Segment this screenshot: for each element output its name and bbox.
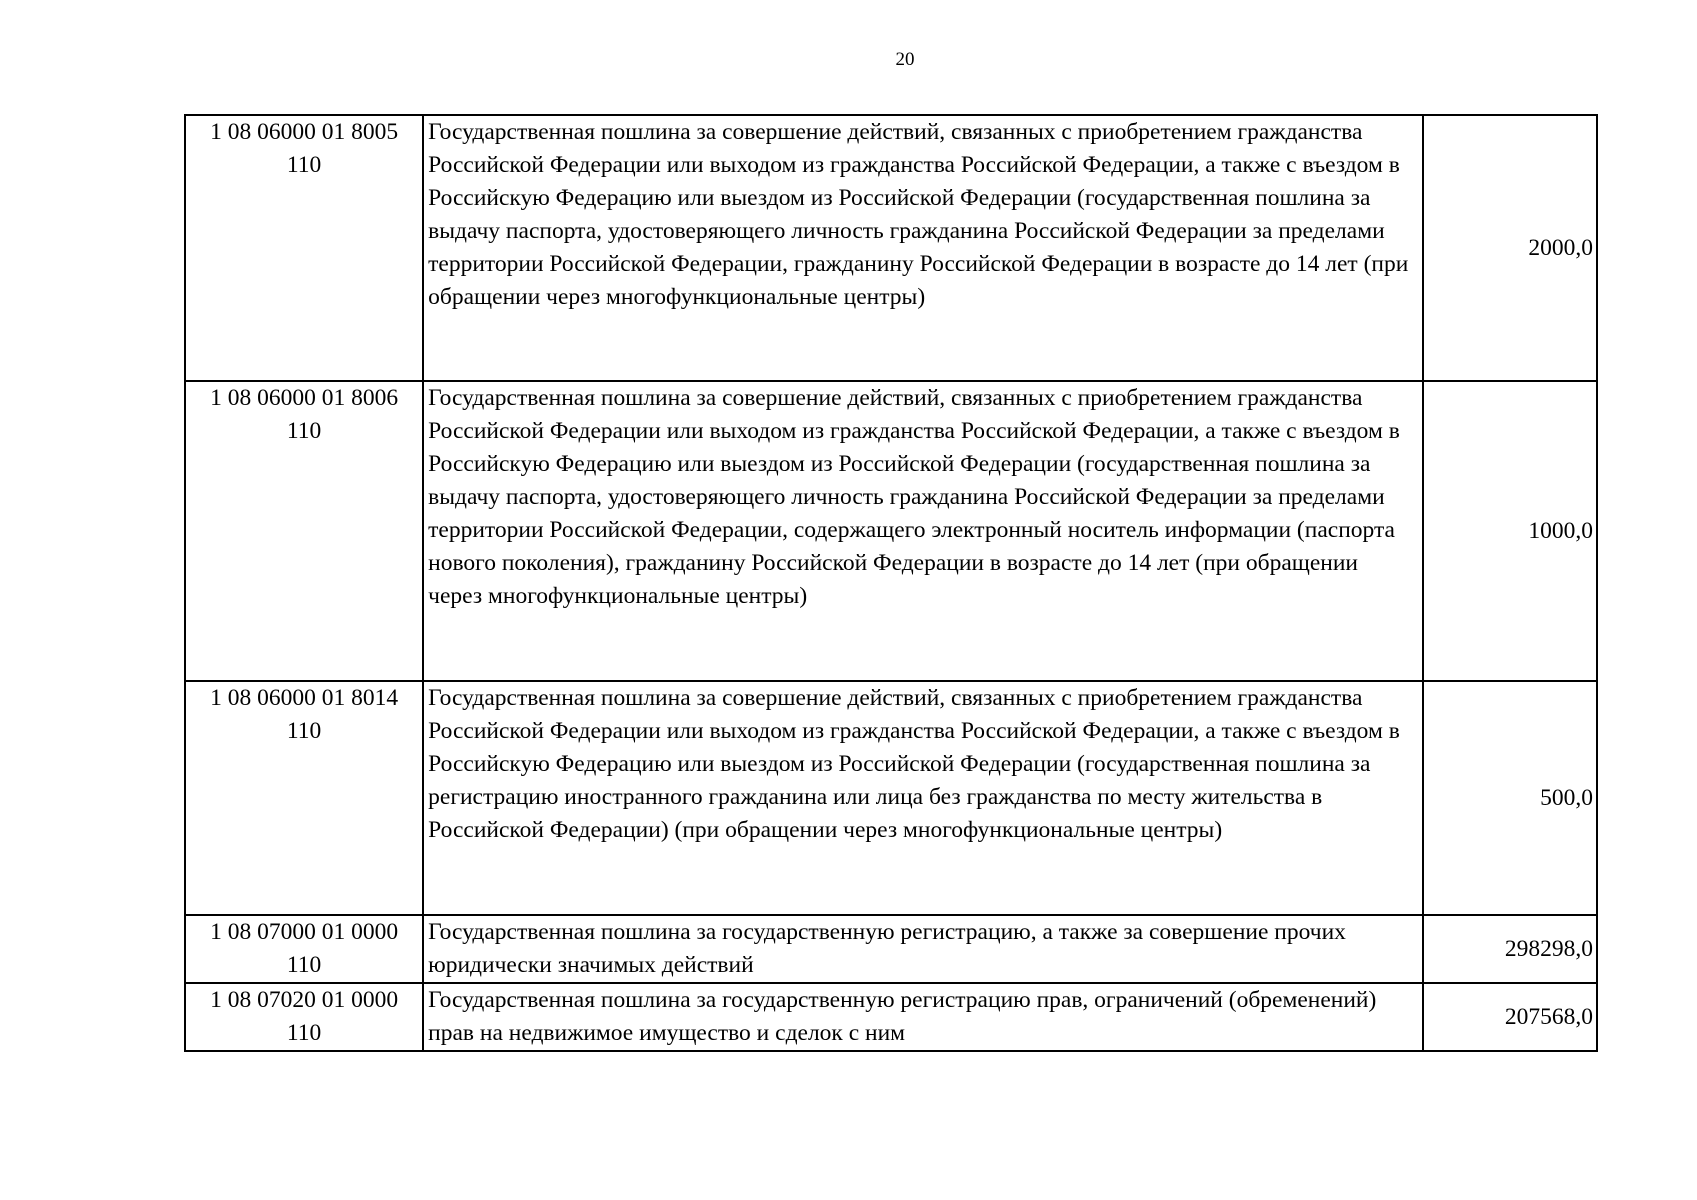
budget-code-cell: 1 08 06000 01 8006 110 (185, 381, 423, 681)
description-cell: Государственная пошлина за государственную регистрацию прав, ограничений (обременений) прав на недвижимое имущество и сделок с ним (423, 983, 1423, 1051)
table-row (185, 115, 1597, 381)
description-cell: Государственная пошлина за совершение действий, связанных с приобретением гражданства Российской Федерации или выходом из гражданства Российской Федерации, а также с въездом в Российскую Федерацию или выездом из Российской Федерации (государственная пошлина за выдачу паспорта, удостоверяющего личность гражданина Российской Федерации за пределами территории Российской Федерации, гражданину Российской Федерации в возрасте до 14 лет (при обращении через многофункциональные центры) (423, 115, 1423, 381)
budget-code-cell: 1 08 06000 01 8005 110 (185, 115, 423, 381)
budget-revenue-table (184, 114, 1598, 1052)
budget-code-cell: 1 08 06000 01 8014 110 (185, 681, 423, 915)
amount-cell: 207568,0 (1423, 983, 1597, 1051)
description-cell: Государственная пошлина за совершение действий, связанных с приобретением гражданства Российской Федерации или выходом из гражданства Российской Федерации, а также с въездом в Российскую Федерацию или выездом из Российской Федерации (государственная пошлина за выдачу паспорта, удостоверяющего личность гражданина Российской Федерации за пределами территории Российской Федерации, содержащего электронный носитель информации (паспорта нового поколения), гражданину Российской Федерации в возрасте до 14 лет (при обращении через многофункциональные центры) (423, 381, 1423, 681)
amount-cell: 2000,0 (1423, 115, 1597, 381)
description-cell: Государственная пошлина за государственную регистрацию, а также за совершение прочих юридически значимых действий (423, 915, 1423, 983)
table-row (185, 983, 1597, 1051)
page-number: 20 (895, 49, 915, 70)
table-row (185, 681, 1597, 915)
description-cell: Государственная пошлина за совершение действий, связанных с приобретением гражданства Российской Федерации или выходом из гражданства Российской Федерации, а также с въездом в Российскую Федерацию или выездом из Российской Федерации (государственная пошлина за регистрацию иностранного гражданина или лица без гражданства по месту жительства в Российской Федерации) (при обращении через многофункциональные центры) (423, 681, 1423, 915)
amount-cell: 1000,0 (1423, 381, 1597, 681)
amount-cell: 500,0 (1423, 681, 1597, 915)
amount-cell: 298298,0 (1423, 915, 1597, 983)
table-row (185, 915, 1597, 983)
budget-code-cell: 1 08 07000 01 0000 110 (185, 915, 423, 983)
budget-code-cell: 1 08 07020 01 0000 110 (185, 983, 423, 1051)
table-row (185, 381, 1597, 681)
